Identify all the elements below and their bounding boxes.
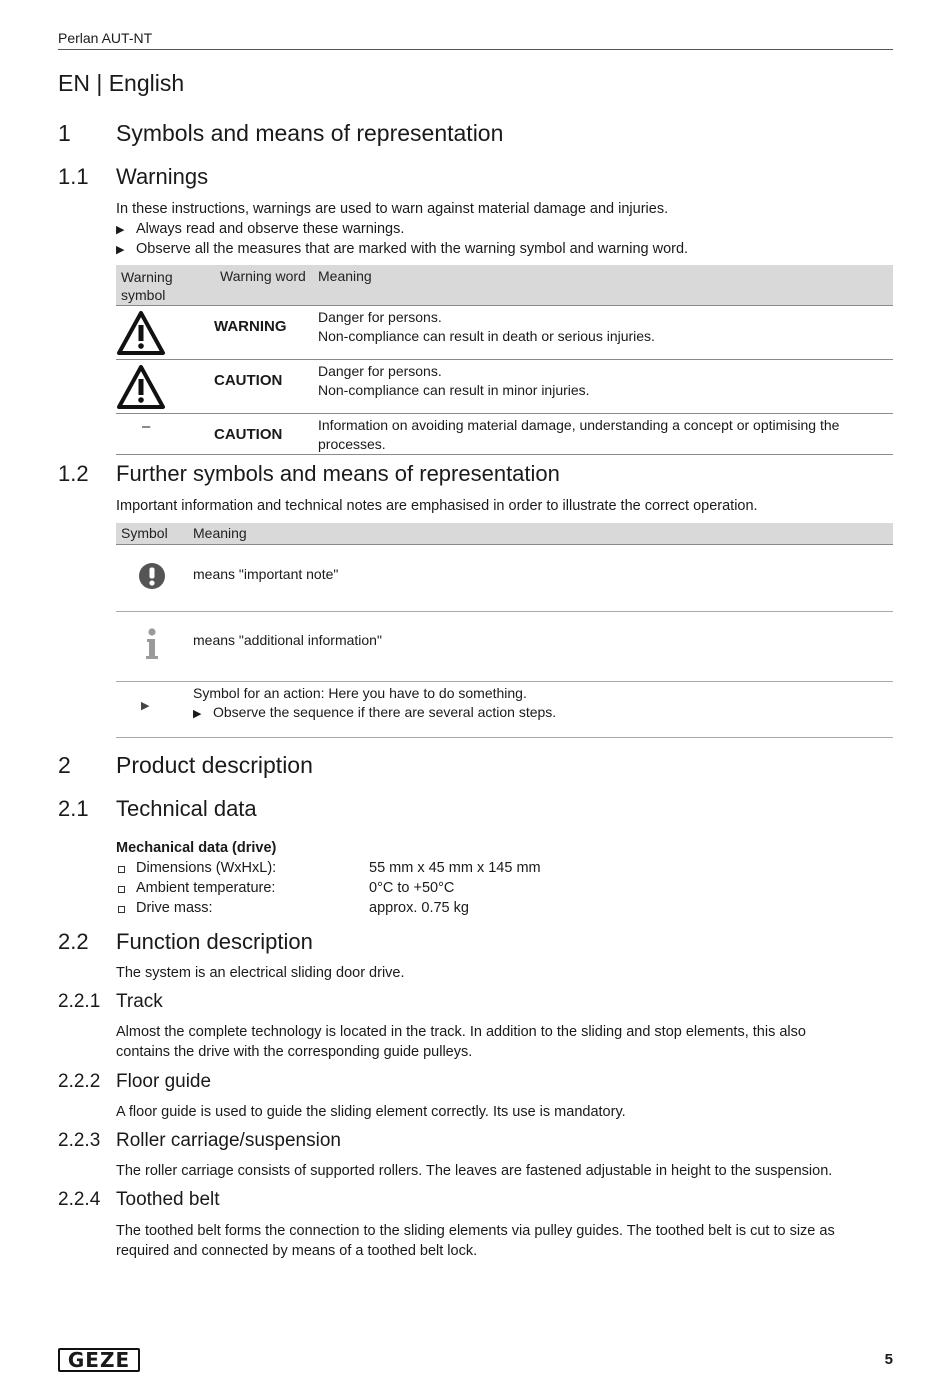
section-number: 1.2 bbox=[58, 461, 89, 486]
section-number: 2.1 bbox=[58, 796, 89, 821]
roller-carriage-text: The roller carriage consists of supported rollers. The leaves are fastened adjustable in height to the suspension. bbox=[116, 1163, 833, 1179]
document-title: Perlan AUT-NT bbox=[58, 30, 153, 46]
spec-label: Drive mass: bbox=[136, 900, 213, 916]
row-divider bbox=[116, 454, 893, 455]
language-heading: EN | English bbox=[58, 70, 185, 96]
spec-label: Ambient temperature: bbox=[136, 880, 276, 896]
warning-triangle-icon bbox=[116, 310, 166, 356]
info-icon bbox=[144, 628, 160, 660]
warning-meaning: Information on avoiding material damage, understanding a concept or optimising the processes. bbox=[318, 417, 840, 452]
geze-logo: GEZE bbox=[58, 1348, 140, 1372]
section-number: 2.2.4 bbox=[58, 1189, 101, 1210]
row-divider bbox=[116, 544, 893, 545]
col-header-meaning: Meaning bbox=[193, 525, 247, 541]
warning-word: CAUTION bbox=[214, 426, 283, 443]
warnings-table bbox=[116, 265, 893, 455]
square-bullet-icon bbox=[118, 906, 125, 913]
warnings-intro: In these instructions, warnings are used to warn against material damage and injuries. bbox=[116, 201, 669, 217]
table-header bbox=[116, 265, 893, 305]
symbol-meaning: means "important note" bbox=[193, 566, 339, 582]
track-text: Almost the complete technology is located in the track. In addition to the sliding and stop elements, this also contains the drive with the corresponding guide pulleys. bbox=[116, 1024, 806, 1060]
square-bullet-icon bbox=[118, 866, 125, 873]
mechanical-data-title: Mechanical data (drive) bbox=[116, 840, 277, 856]
spec-value: approx. 0.75 kg bbox=[369, 900, 469, 916]
warning-meaning: Danger for persons. Non-compliance can result in minor injuries. bbox=[318, 363, 590, 398]
col-header-symbol: Symbol bbox=[121, 525, 168, 541]
section-number: 1 bbox=[58, 120, 71, 146]
action-bullet: ▶ Observe all the measures that are marked with the warning symbol and warning word. bbox=[116, 239, 688, 260]
function-description-text: The system is an electrical sliding door drive. bbox=[116, 965, 405, 981]
action-triangle-icon: ▶ bbox=[193, 708, 202, 720]
section-number: 2.2.2 bbox=[58, 1071, 101, 1092]
warning-word: WARNING bbox=[214, 318, 287, 335]
section-title: Further symbols and means of representation bbox=[116, 461, 560, 486]
section-number: 1.1 bbox=[58, 164, 89, 189]
no-symbol-dash: – bbox=[142, 418, 151, 435]
toothed-belt-text: The toothed belt forms the connection to the sliding elements via pulley guides. The toothed belt is cut to size as required and connected by means of a toothed belt lock. bbox=[116, 1223, 835, 1259]
header-divider bbox=[58, 49, 893, 50]
row-divider bbox=[116, 681, 893, 682]
section-number: 2.2.3 bbox=[58, 1130, 101, 1151]
action-bullet: ▶ Always read and observe these warnings. bbox=[116, 219, 404, 240]
warning-triangle-icon bbox=[116, 364, 166, 410]
section-title: Roller carriage/suspension bbox=[116, 1130, 341, 1151]
symbols-intro: Important information and technical notes are emphasised in order to illustrate the correct operation. bbox=[116, 498, 758, 514]
page-number: 5 bbox=[884, 1351, 893, 1368]
section-number: 2.2.1 bbox=[58, 991, 101, 1012]
row-divider bbox=[116, 413, 893, 414]
action-triangle-icon: ▶ bbox=[141, 700, 150, 712]
section-title: Symbols and means of representation bbox=[116, 120, 504, 146]
row-divider bbox=[116, 305, 893, 306]
spec-value: 0°C to +50°C bbox=[369, 880, 455, 896]
symbol-meaning: means "additional information" bbox=[193, 632, 382, 648]
section-number: 2 bbox=[58, 752, 71, 778]
spec-label: Dimensions (WxHxL): bbox=[136, 860, 277, 876]
warning-meaning: Danger for persons. Non-compliance can result in death or serious injuries. bbox=[318, 309, 655, 344]
row-divider bbox=[116, 611, 893, 612]
section-title: Toothed belt bbox=[116, 1189, 220, 1210]
section-number: 2.2 bbox=[58, 929, 89, 954]
spec-value: 55 mm x 45 mm x 145 mm bbox=[369, 860, 541, 876]
symbols-table bbox=[116, 523, 893, 738]
section-title: Track bbox=[116, 991, 163, 1012]
symbol-meaning: Symbol for an action: Here you have to do something. ▶ Observe the sequence if there are several action steps. bbox=[193, 684, 556, 724]
section-title: Function description bbox=[116, 929, 313, 954]
exclamation-circle-icon bbox=[138, 562, 166, 590]
section-title: Product description bbox=[116, 752, 313, 778]
section-title: Warnings bbox=[116, 164, 209, 189]
col-header-word: Warning word bbox=[220, 268, 306, 284]
floor-guide-text: A floor guide is used to guide the sliding element correctly. Its use is mandatory. bbox=[116, 1104, 626, 1120]
section-title: Floor guide bbox=[116, 1071, 212, 1092]
warning-word: CAUTION bbox=[214, 372, 283, 389]
col-header-symbol: Warning symbol bbox=[121, 269, 173, 303]
col-header-meaning: Meaning bbox=[318, 268, 372, 284]
table-header bbox=[116, 523, 893, 544]
section-title: Technical data bbox=[116, 796, 257, 821]
square-bullet-icon bbox=[118, 886, 125, 893]
row-divider bbox=[116, 359, 893, 360]
action-triangle-icon: ▶ bbox=[116, 224, 125, 236]
row-divider bbox=[116, 737, 893, 738]
action-triangle-icon: ▶ bbox=[116, 244, 125, 256]
